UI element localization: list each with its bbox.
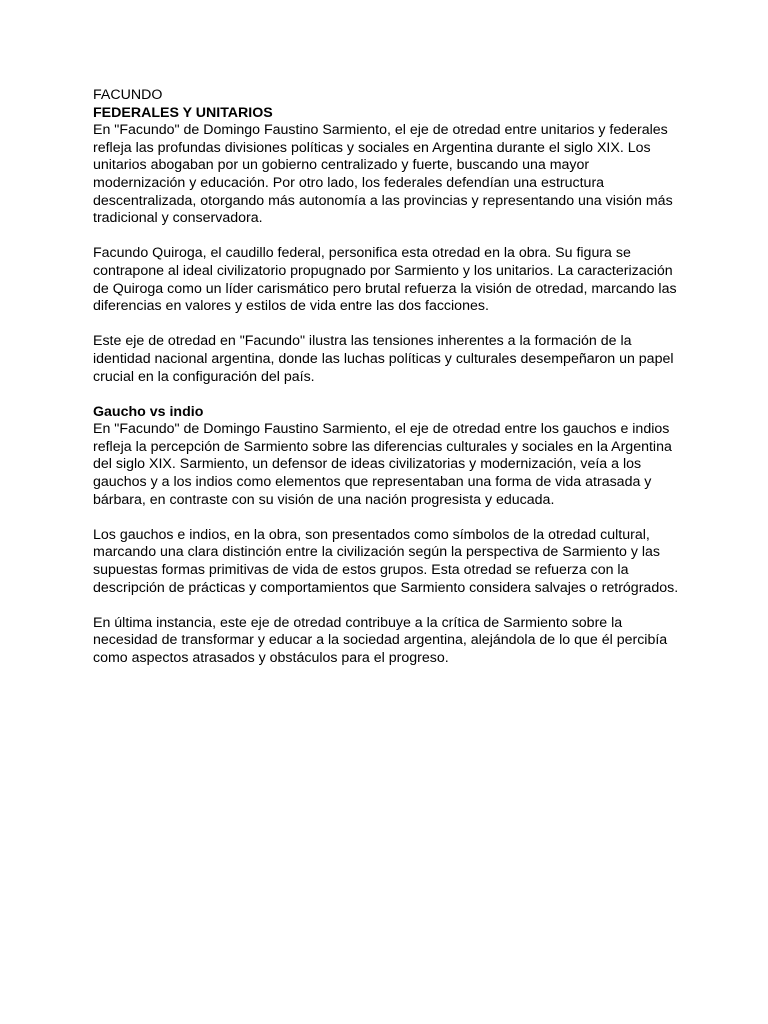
document-title: FACUNDO <box>93 87 163 103</box>
paragraph-spacer <box>93 316 683 334</box>
document-page <box>93 87 683 668</box>
paragraph: Los gauchos e indios, en la obra, son presentados como símbolos de la otredad cultural, marcando una clara distinción entre la civilización según la perspectiva de Sarmiento y las supuestas formas primitivas de vida de estos grupos. Esta otredad se refuerza con la descripción de prácticas y comportamientos que Sarmiento considera salvajes o retrógrados. <box>93 526 679 596</box>
paragraph: Facundo Quiroga, el caudillo federal, personifica esta otredad en la obra. Su figura se contrapone al ideal civilizatorio propugnado por Sarmiento y los unitarios. La caracterización de Quiroga como un líder carismático pero brutal refuerza la visión de otredad, marcando las diferencias en valores y estilos de vida entre las dos facciones. <box>93 245 677 315</box>
paragraph-spacer <box>93 228 683 246</box>
paragraph: En "Facundo" de Domingo Faustino Sarmiento, el eje de otredad entre unitarios y federales refleja las profundas divisiones políticas y sociales en Argentina durante el siglo XIX. Los unitarios abogaban por un gobierno centralizado y fuerte, buscando una mayor modernización y educación. Por otro lado, los federales defendían una estructura descentralizada, otorgando más autonomía a las provincias y representando una visión más tradicional y conservadora. <box>93 122 673 227</box>
paragraph: Este eje de otredad en "Facundo" ilustra las tensiones inherentes a la formación de la identidad nacional argentina, donde las luchas políticas y culturales desempeñaron un papel crucial en la configuración del país. <box>93 333 674 385</box>
section-heading-federales-unitarios: FEDERALES Y UNITARIOS <box>93 104 273 121</box>
paragraph-spacer <box>93 386 683 404</box>
paragraph-spacer <box>93 509 683 527</box>
paragraph: En "Facundo" de Domingo Faustino Sarmiento, el eje de otredad entre los gauchos e indios refleja la percepción de Sarmiento sobre las diferencias culturales y sociales en la Argentina del siglo XIX. Sarmiento, un defensor de ideas civilizatorias y modernización, veía a los gauchos y a los indios como elementos que representaban una forma de vida atrasada y bárbara, en contraste con su visión de una nación progresista y educada. <box>93 421 672 508</box>
paragraph-spacer <box>93 597 683 615</box>
paragraph: En última instancia, este eje de otredad contribuye a la crítica de Sarmiento sobre la necesidad de transformar y educar a la sociedad argentina, alejándola de lo que él percibía como aspectos atrasados y obstáculos para el progreso. <box>93 614 668 666</box>
section-heading-gaucho-vs-indio: Gaucho vs indio <box>93 403 204 420</box>
